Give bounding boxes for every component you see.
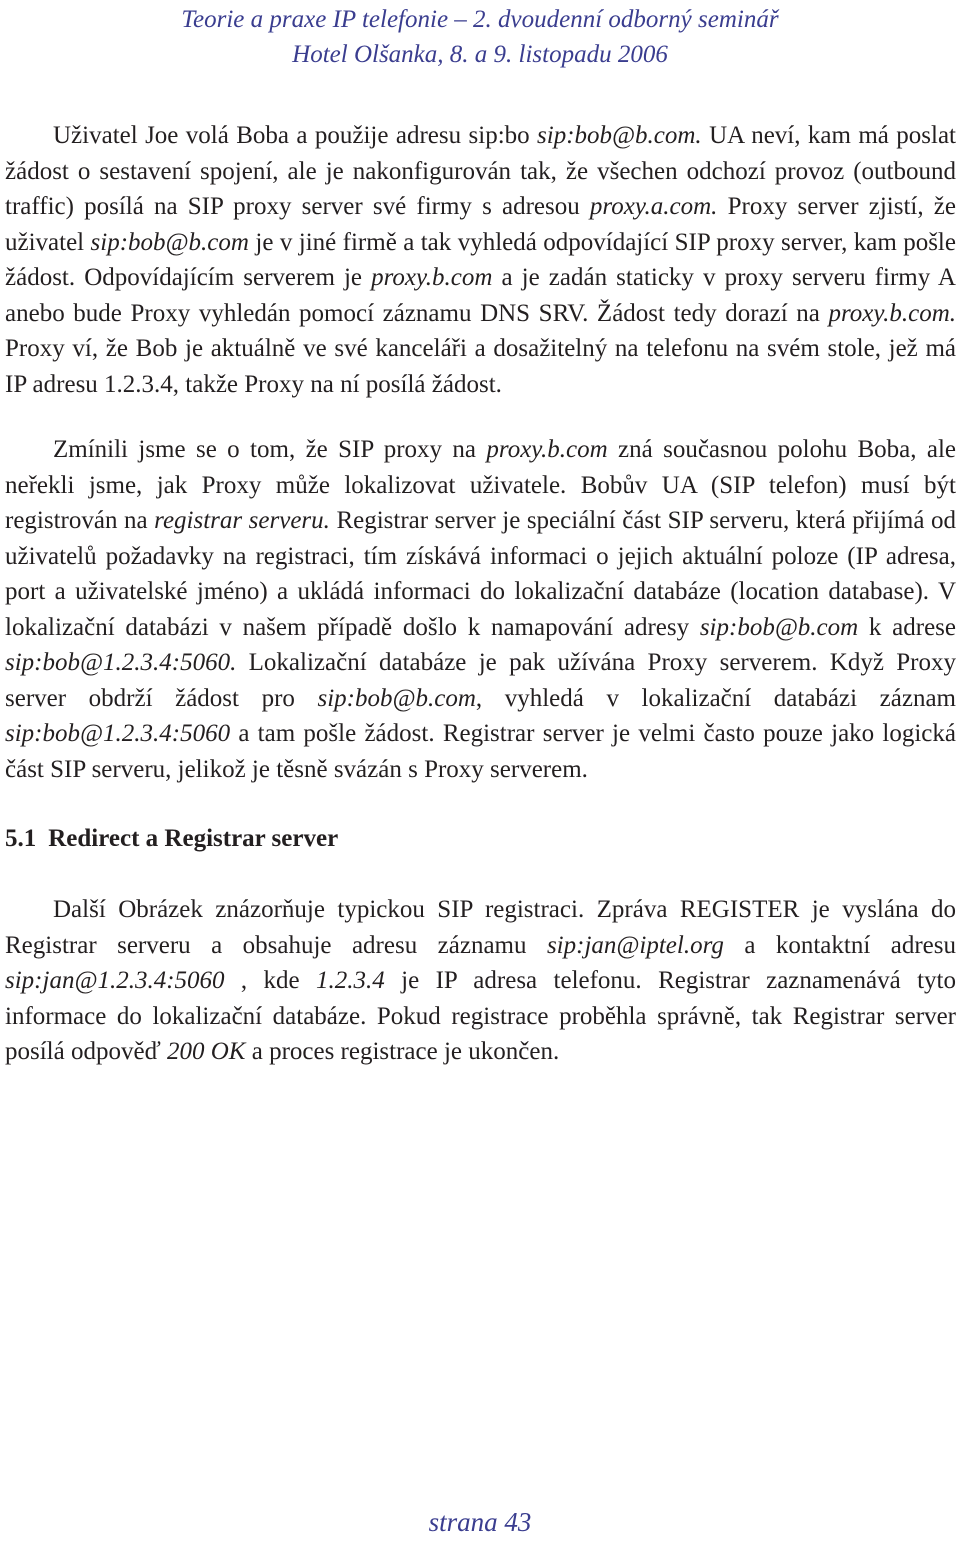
text-run: Proxy server zjistí, že uživatel <box>5 193 956 256</box>
text-run: a kontaktní adresu <box>723 931 956 959</box>
italic-text-run: sip:bob@1.2.3.4:5060 <box>5 720 231 747</box>
text-run: k adrese <box>858 613 956 641</box>
document-body <box>5 118 956 1070</box>
text-run: Uživatel Joe volá Boba a použije adresu sip:bo <box>53 122 538 149</box>
header-seminar-title: Teorie a praxe IP telefonie – 2. dvoudenní odborný seminář <box>181 6 779 33</box>
italic-text-run: sip:bob@b.com <box>699 613 859 641</box>
text-run: Další Obrázek znázorňuje typickou SIP registraci. Zpráva REGISTER je vyslána do Registrar serveru a obsahuje adresu záznamu <box>5 896 956 959</box>
page-footer <box>0 1505 960 1540</box>
text-run: je v jiné firmě a tak vyhledá odpovídající SIP proxy server, kam pošle žádost. Odpovídajícím serverem je <box>5 228 956 291</box>
italic-text-run: sip:jan@1.2.3.4:5060 <box>5 967 225 994</box>
text-run: Zmínili jsme se o tom, že SIP proxy na <box>53 436 487 463</box>
section-title-text: Redirect a Registrar server <box>48 825 339 852</box>
italic-text-run: sip:bob@b.com <box>90 228 249 256</box>
text-run: Proxy ví, že Bob je aktuálně ve své kanceláři a dosažitelný na telefonu na svém stole, jež má IP adresu 1.2.3.4, takže Proxy na ní posílá žádost. <box>5 335 956 398</box>
italic-text-run: sip:jan@iptel.org <box>546 931 724 959</box>
text-run: , kde <box>224 967 317 994</box>
italic-text-run: sip:bob@b.com <box>317 684 476 712</box>
text-run: a je zadán staticky v proxy serveru firmy A anebo bude Proxy vyhledán pomocí záznamu DNS SRV. Žádost tedy dorazí na <box>5 264 956 327</box>
text-run: a tam pošle žádost. Registrar server je velmi často pouze jako logická část SIP serveru, jelikož je těsně svázán s Proxy serverem. <box>5 720 956 783</box>
italic-text-run: proxy.b.com <box>486 436 608 463</box>
italic-text-run: sip:bob@b.com. <box>537 122 702 149</box>
italic-text-run: proxy.b.com. <box>828 299 956 327</box>
italic-text-run: proxy.b.com <box>371 264 493 291</box>
page-number: strana 43 <box>428 1507 532 1537</box>
text-run: , vyhledá v lokalizační databázi záznam <box>475 684 956 712</box>
italic-text-run: 1.2.3.4 <box>316 967 385 994</box>
paragraph <box>5 118 956 402</box>
italic-text-run: proxy.a.com. <box>589 193 718 220</box>
header-venue-date: Hotel Olšanka, 8. a 9. listopadu 2006 <box>292 41 668 68</box>
section-number: 5.1 <box>5 825 37 852</box>
text-run: je IP adresa telefonu. Registrar zaznamenává tyto informace do lokalizační databáze. Pokud registrace proběhla správně, tak Registrar server posílá odpověď <box>5 967 956 1065</box>
paragraph <box>5 432 956 787</box>
text-run: Registrar server je speciální část SIP serveru, která přijímá od uživatelů požadavky na registraci, tím získává informaci o jejich aktuální poloze (IP adresa, port a uživatelské jméno) a ukládá informaci do lokalizační databáze (location database). V lokalizační databázi v našem případě došlo k namapování adresy <box>5 507 957 641</box>
text-run: Lokalizační databáze je pak užívána Proxy serverem. Když Proxy server obdrží žádost pro <box>5 649 956 712</box>
page-header <box>0 2 960 72</box>
italic-text-run: registrar serveru. <box>154 507 330 534</box>
section-heading <box>5 821 956 856</box>
text-run: a proces registrace je ukončen. <box>245 1038 560 1065</box>
italic-text-run: 200 OK <box>166 1038 246 1065</box>
text-run: UA neví, kam má poslat žádost o sestavení spojení, ale je nakonfigurován tak, že všechen odchozí provoz (outbound traffic) posílá na SIP proxy server své firmy s adresou <box>5 122 956 220</box>
text-run: zná současnou polohu Boba, ale neřekli jsme, jak Proxy může lokalizovat uživatele. Bobův UA (SIP telefon) musí být registrován na <box>5 436 956 534</box>
paragraph <box>5 892 956 1070</box>
italic-text-run: sip:bob@1.2.3.4:5060. <box>5 649 237 676</box>
